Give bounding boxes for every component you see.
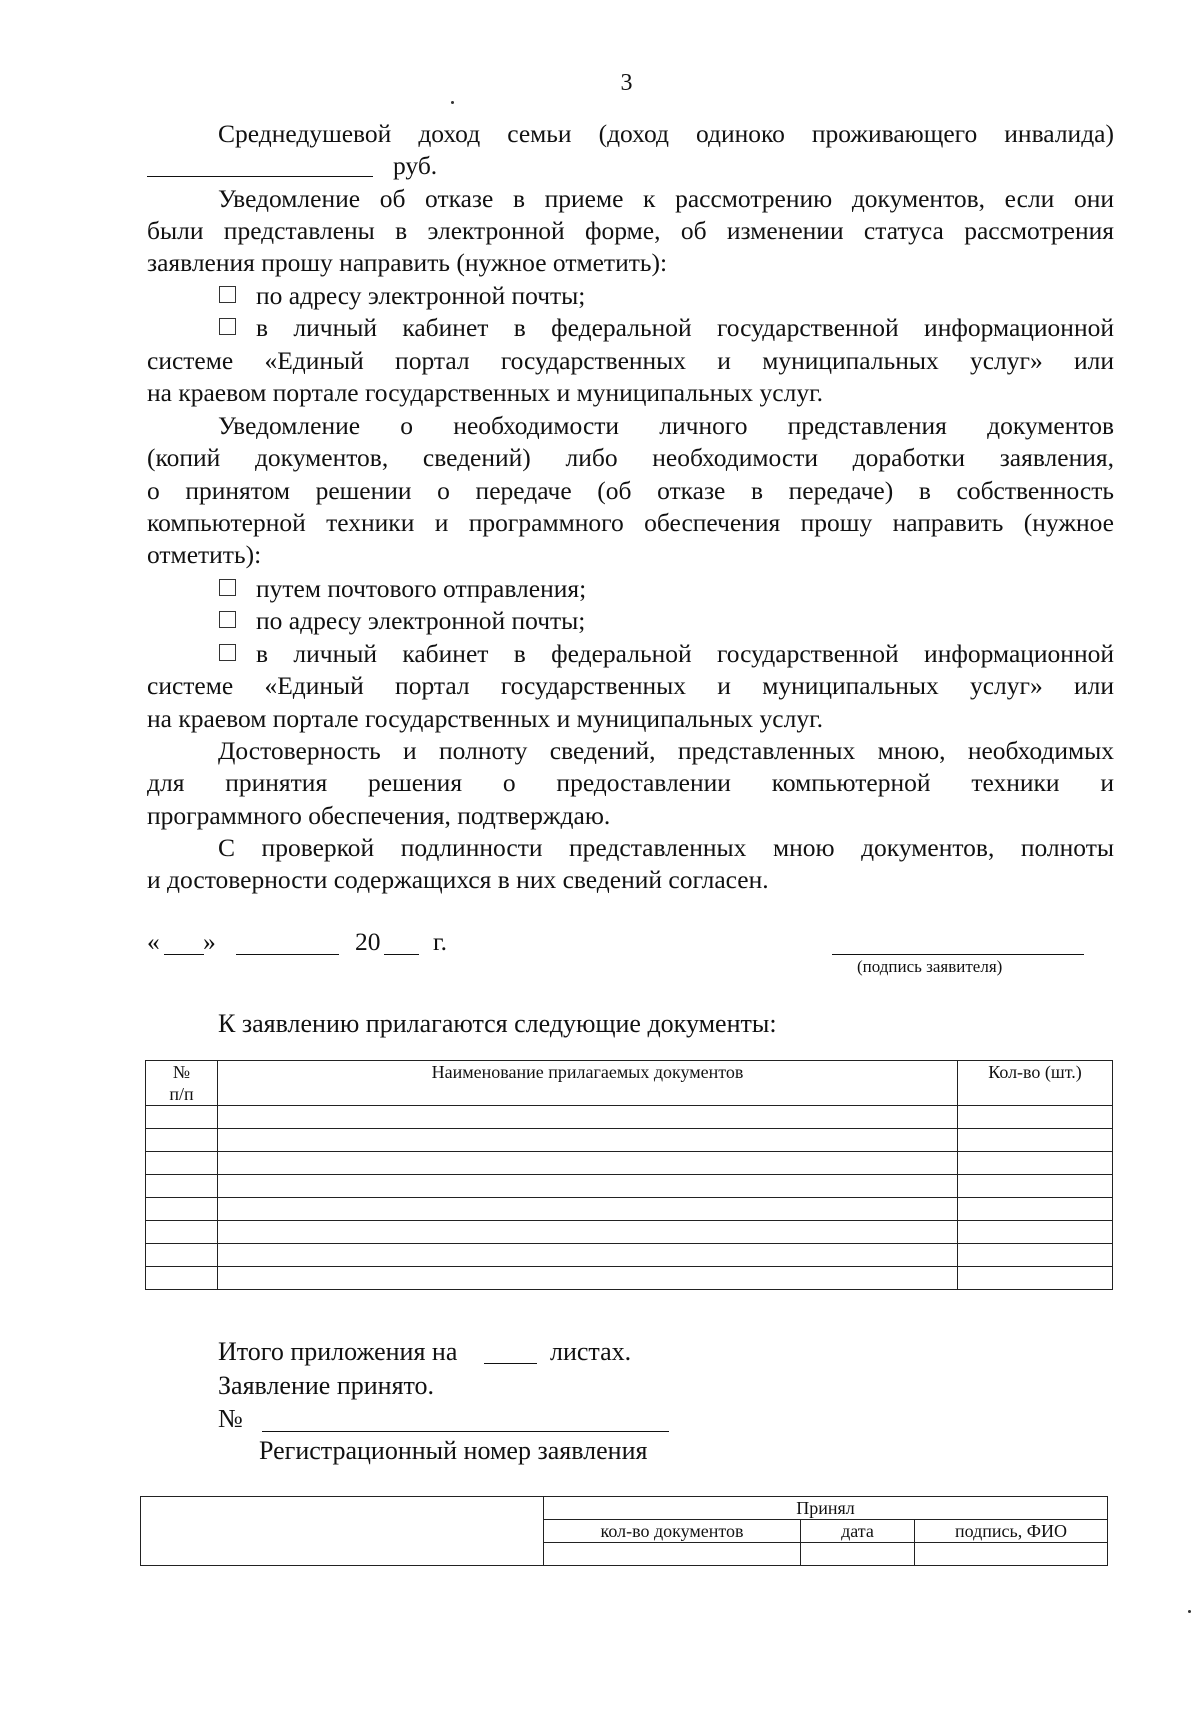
scan-dot	[1188, 1610, 1191, 1613]
reg-number-caption: Регистрационный номер заявления	[259, 1436, 648, 1465]
total-sheets-blank[interactable]	[484, 1363, 537, 1364]
receipt-table	[140, 1496, 1108, 1566]
cell-number[interactable]	[146, 1106, 218, 1129]
refusal-option-email[interactable]: по адресу электронной почты;	[219, 279, 585, 312]
personal-portal-line3: на краевом портале государственных и муниципальных услуг.	[147, 704, 824, 733]
personal-notice-line5: отметить):	[147, 540, 262, 569]
col-qty-header: Кол-во (шт.)	[958, 1061, 1113, 1106]
personal-notice-line4: компьютерной техники и программного обеспечения прошу направить (нужное	[147, 508, 1114, 537]
cell-name[interactable]	[218, 1175, 958, 1198]
confirm-line3: программного обеспечения, подтверждаю.	[147, 801, 611, 830]
personal-option-portal[interactable]: в личный кабинет в федеральной государственной информационной	[219, 637, 1114, 670]
page-number: 3	[620, 70, 633, 96]
total-suffix: листах.	[550, 1337, 632, 1366]
cell-name[interactable]	[218, 1267, 958, 1290]
cell-number[interactable]	[146, 1267, 218, 1290]
personal-notice-line3: о принятом решении о передаче (об отказе в передаче) в собственность	[147, 476, 1114, 505]
date-day-blank[interactable]	[164, 954, 204, 955]
consent-line1: С проверкой подлинности представленных мною документов, полноты	[218, 833, 1114, 862]
cell-name[interactable]	[218, 1129, 958, 1152]
personal-option-post[interactable]: путем почтового отправления;	[219, 572, 586, 605]
checkbox[interactable]	[219, 611, 236, 628]
table-row	[146, 1198, 1113, 1221]
date-open-quote: «	[147, 927, 160, 956]
checkbox[interactable]	[219, 318, 236, 335]
receipt-sign-value[interactable]	[915, 1543, 1108, 1566]
signature-line[interactable]	[832, 954, 1084, 955]
cell-qty[interactable]	[958, 1152, 1113, 1175]
refusal-portal-line3: на краевом портале государственных и муниципальных услуг.	[147, 378, 824, 407]
confirm-line2: для принятия решения о предоставлении компьютерной техники и	[147, 768, 1114, 797]
receipt-col-date: дата	[801, 1520, 915, 1543]
cell-number[interactable]	[146, 1152, 218, 1175]
refusal-portal-line2: системе «Единый портал государственных и муниципальных услуг» или	[147, 346, 1114, 375]
cell-number[interactable]	[146, 1175, 218, 1198]
accepted-text: Заявление принято.	[218, 1371, 435, 1400]
table-row	[146, 1267, 1113, 1290]
cell-number[interactable]	[146, 1244, 218, 1267]
checkbox[interactable]	[219, 579, 236, 596]
cell-qty[interactable]	[958, 1129, 1113, 1152]
cell-number[interactable]	[146, 1221, 218, 1244]
receipt-header: Принял	[544, 1497, 1108, 1520]
table-row	[146, 1106, 1113, 1129]
cell-name[interactable]	[218, 1106, 958, 1129]
refusal-notice-line2: были представлены в электронной форме, об изменении статуса рассмотрения	[147, 216, 1114, 245]
cell-qty[interactable]	[958, 1198, 1113, 1221]
table-row	[146, 1129, 1113, 1152]
date-month-blank[interactable]	[236, 954, 339, 955]
cell-number[interactable]	[146, 1129, 218, 1152]
col-number-header: № п/п	[146, 1061, 218, 1106]
receipt-date-value[interactable]	[801, 1543, 915, 1566]
table-header-row	[146, 1061, 1113, 1106]
date-close-quote: »	[203, 927, 216, 956]
checkbox[interactable]	[219, 644, 236, 661]
total-prefix: Итого приложения на	[218, 1337, 458, 1366]
reg-number-blank[interactable]	[262, 1431, 669, 1432]
attachments-table	[145, 1060, 1113, 1290]
income-label: Среднедушевой доход семьи (доход одиноко проживающего инвалида)	[218, 119, 1114, 148]
income-blank	[147, 176, 373, 177]
cell-qty[interactable]	[958, 1244, 1113, 1267]
receipt-blank-cell	[141, 1497, 544, 1566]
personal-portal-line2: системе «Единый портал государственных и муниципальных услуг» или	[147, 671, 1114, 700]
cell-name[interactable]	[218, 1152, 958, 1175]
personal-notice-line1: Уведомление о необходимости личного представления документов	[218, 411, 1114, 440]
table-row	[146, 1244, 1113, 1267]
table-row	[141, 1497, 1108, 1520]
receipt-qty-value[interactable]	[544, 1543, 801, 1566]
cell-qty[interactable]	[958, 1106, 1113, 1129]
cell-qty[interactable]	[958, 1175, 1113, 1198]
cell-name[interactable]	[218, 1244, 958, 1267]
table-row	[146, 1152, 1113, 1175]
table-row	[146, 1221, 1113, 1244]
attachments-heading: К заявлению прилагаются следующие документы:	[218, 1009, 777, 1038]
cell-name[interactable]	[218, 1221, 958, 1244]
refusal-notice-line1: Уведомление об отказе в приеме к рассмотрению документов, если они	[218, 184, 1114, 213]
scan-dot	[451, 101, 454, 104]
income-unit: руб.	[393, 151, 438, 180]
date-year-suffix: г.	[433, 927, 447, 956]
cell-qty[interactable]	[958, 1221, 1113, 1244]
refusal-notice-line3: заявления прошу направить (нужное отметить):	[147, 248, 668, 277]
personal-notice-line2: (копий документов, сведений) либо необходимости доработки заявления,	[147, 443, 1114, 472]
date-year-blank[interactable]	[384, 954, 419, 955]
number-sign: №	[218, 1404, 243, 1433]
receipt-col-qty: кол-во документов	[544, 1520, 801, 1543]
confirm-line1: Достоверность и полноту сведений, представленных мною, необходимых	[218, 736, 1114, 765]
refusal-option-portal[interactable]: в личный кабинет в федеральной государственной информационной	[219, 311, 1114, 344]
personal-option-email[interactable]: по адресу электронной почты;	[219, 604, 585, 637]
table-row	[146, 1175, 1113, 1198]
signature-caption: (подпись заявителя)	[857, 957, 1003, 976]
receipt-col-sign: подпись, ФИО	[915, 1520, 1108, 1543]
checkbox[interactable]	[219, 286, 236, 303]
cell-qty[interactable]	[958, 1267, 1113, 1290]
cell-number[interactable]	[146, 1198, 218, 1221]
cell-name[interactable]	[218, 1198, 958, 1221]
date-year-prefix: 20	[355, 927, 381, 956]
col-name-header: Наименование прилагаемых документов	[218, 1061, 958, 1106]
consent-line2: и достоверности содержащихся в них сведений согласен.	[147, 865, 769, 894]
